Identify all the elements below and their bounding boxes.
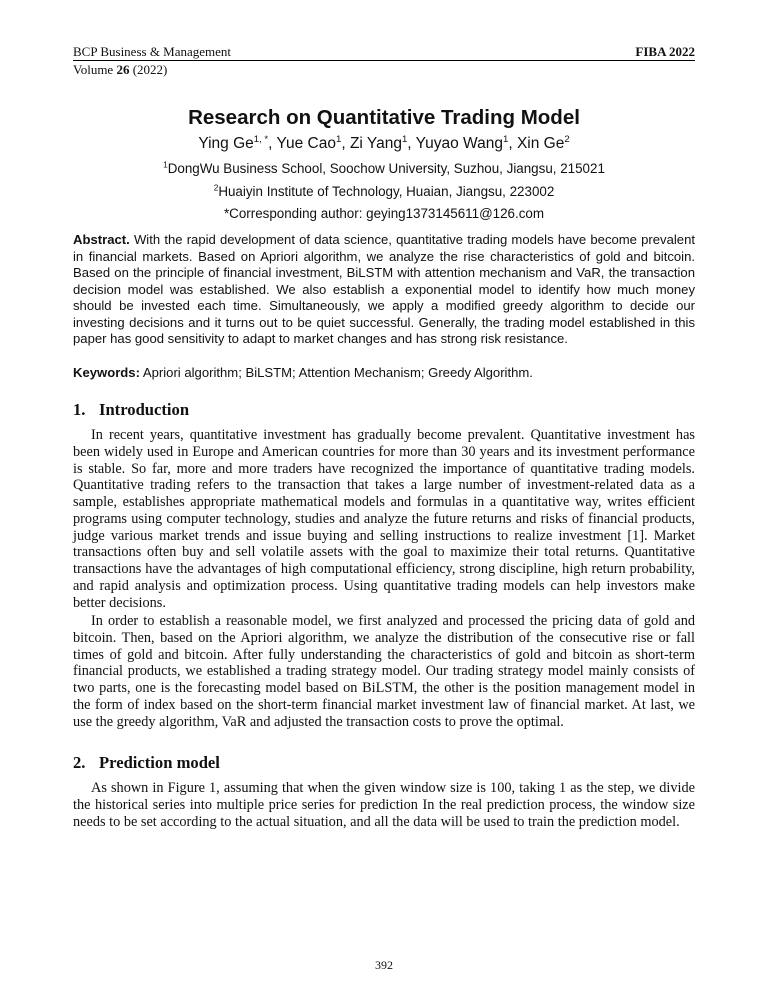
paragraph: In recent years, quantitative investment has gradually become prevalent. Quantitative investment has been widely used in Europe and American countries for more than 30 years and its investment performance is stable. So far, more and more traders have recognized the importance of quantitative trading models. Quantitative trading refers to the transaction that takes a large number of investment-related data as a sample, establishes appropriate mathematical models and formulas in a quantitative way, writes efficient programs using computer technology, studies and analyze the future returns and risks of financial products, judge various market trends and issue buying and selling instructions to realize investment [1]. Market transactions often buy and sell volatile assets with the goal to maximize their total returns. Quantitative transactions have the advantages of high computational efficiency, strong discipline, high return probability, and rapid analysis and optimization process. Using quantitative trading models can help investors make better decisions. [73, 427, 695, 611]
affiliation: $^1$DongWu Business School, Soochow University, Suzhou, Jiangsu, 215021 [163, 159, 605, 176]
author-list [0, 135, 768, 153]
section-heading: 2. Prediction model [73, 753, 220, 772]
abstract-text: With the rapid development of data science, quantitative trading models have become prevalent in financial markets. Based on Apriori algorithm, we analyze the rise characteristics of gold and bitcoin. Based on the principle of financial investment, BiLSTM with attention mechanism and VaR, the transaction decision model was established. We also establish a exponential model to identify how much money should be invested each time. Simultaneously, we apply a modified greedy algorithm to decide our investing decisions and it turns out to be quiet successful. Generally, the trading model established in this paper has good sensitivity to adapt to market changes and has strong risk resistance. [73, 232, 696, 346]
author: Ying $Ge^{1, *}$, [198, 133, 277, 152]
volume-line: Volume 26 (2022) [73, 62, 168, 77]
paragraph: As shown in Figure 1, assuming that when the given window size is 100, taking 1 as the step, we divide the historical series into multiple price series for prediction In the real prediction process, the window size needs to be set according to the actual situation, and all the data will be used to train the prediction model. [73, 780, 695, 830]
keywords-label: Keywords: [73, 365, 140, 380]
paragraph: In order to establish a reasonable model, we first analyzed and processed the pricing data of gold and bitcoin. Then, based on the Apriori algorithm, we analyze the distribution of the consecutive rise or fall times of gold and bitcoin. After fully understanding the characteristics of gold and bitcoin as short-term financial products, we established a trading strategy model. Our trading strategy model mainly consists of two parts, one is the forecasting model based on BiLSTM, the other is the position management model in the form of index based on the short-term financial market investment law of financial market. At last, we use the greedy algorithm, VaR and adjusted the transaction costs to prove the optimal. [73, 613, 695, 730]
abstract-label: Abstract. [73, 232, 130, 247]
keywords-text: Apriori algorithm; BiLSTM; Attention Mechanism; Greedy Algorithm. [142, 365, 533, 380]
keywords [73, 365, 695, 382]
author: Zi Yang$^1$, [349, 133, 416, 152]
page-number: 392 [375, 958, 393, 972]
conference-name: FIBA 2022 [635, 44, 695, 59]
corresponding-author: *Corresponding author: geying1373145611@126.com [223, 206, 545, 221]
abstract [73, 232, 695, 348]
author: Yue Cao$^1$, [276, 133, 350, 152]
author: Yuyao Wang$^1$, [415, 133, 517, 152]
journal-name: BCP Business & Management [73, 44, 232, 59]
paper-title: Research on Quantitative Trading Model [188, 106, 580, 129]
section-heading: 1. Introduction [73, 400, 190, 419]
author: Xin Ge$^2$ [516, 133, 570, 152]
affiliation: $^2$Huaiyin Institute of Technology, Huaian, Jiangsu, 223002 [213, 182, 555, 199]
running-header [73, 44, 695, 77]
header-rule [73, 60, 695, 61]
